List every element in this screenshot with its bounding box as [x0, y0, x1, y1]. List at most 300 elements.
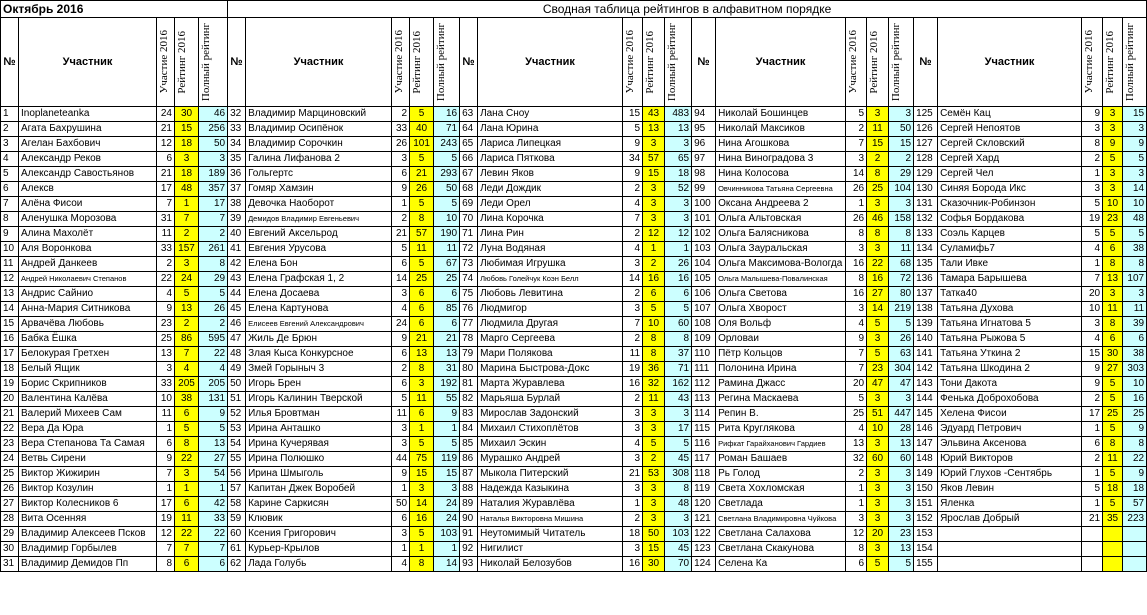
participant-name: Сергей Непоятов [938, 122, 1082, 137]
rating-2016: 30 [643, 557, 665, 572]
entry-number: 65 [460, 137, 478, 152]
rating-2016 [1103, 527, 1123, 542]
participation-count: 16 [846, 287, 867, 302]
full-rating: 22 [199, 527, 228, 542]
full-rating: 192 [434, 377, 460, 392]
rating-2016: 3 [643, 137, 665, 152]
entry-number: 6 [1, 182, 19, 197]
participation-count: 9 [1082, 107, 1103, 122]
participation-count [1082, 557, 1103, 572]
participation-count: 8 [846, 272, 867, 287]
participant-name: Ярослав Добрый [938, 512, 1082, 527]
entry-number: 19 [1, 377, 19, 392]
full-rating: 17 [665, 422, 692, 437]
participant-name: Ольга Хворост [716, 302, 846, 317]
participant-name: Рь Голод [716, 467, 846, 482]
entry-number: 102 [692, 227, 716, 242]
full-rating: 25 [434, 272, 460, 287]
full-rating: 3 [889, 392, 914, 407]
entry-number: 41 [228, 242, 246, 257]
rating-2016: 11 [867, 122, 889, 137]
participation-count: 4 [623, 197, 643, 212]
entry-number: 59 [228, 512, 246, 527]
entry-number: 87 [460, 467, 478, 482]
participation-count: 4 [392, 557, 410, 572]
full-rating: 42 [199, 497, 228, 512]
participant-name: Семён Кац [938, 107, 1082, 122]
rating-2016: 26 [410, 182, 434, 197]
header-participation-2016-label: Участие 2016 [624, 30, 637, 94]
table-row [1, 377, 1147, 392]
entry-number: 1 [1, 107, 19, 122]
table-row [1, 137, 1147, 152]
entry-number: 5 [1, 167, 19, 182]
rating-2016: 9 [1103, 137, 1123, 152]
full-rating: 14 [434, 557, 460, 572]
entry-number: 53 [228, 422, 246, 437]
participation-count: 4 [846, 317, 867, 332]
rating-2016: 1 [175, 197, 199, 212]
participation-count: 5 [392, 242, 410, 257]
participation-count: 13 [157, 347, 175, 362]
full-rating: 119 [434, 452, 460, 467]
participant-name: Лина Корочка [478, 212, 623, 227]
full-rating: 46 [199, 107, 228, 122]
entry-number: 44 [228, 287, 246, 302]
table-row [1, 557, 1147, 572]
participant-name: Александр Реков [19, 152, 157, 167]
entry-number: 2 [1, 122, 19, 137]
header-participation-2016 [157, 18, 175, 107]
participation-count: 26 [846, 212, 867, 227]
full-rating: 3 [1123, 167, 1147, 182]
rating-2016: 3 [643, 182, 665, 197]
full-rating: 1 [199, 482, 228, 497]
table-row [1, 152, 1147, 167]
full-rating: 6 [434, 287, 460, 302]
header-full-rating-label: Полный рейтинг [200, 22, 212, 102]
full-rating: 57 [1123, 497, 1147, 512]
participant-name: Левин Яков [478, 167, 623, 182]
header-rating-2016-label: Рейтинг 2016 [411, 30, 424, 94]
participation-count: 14 [392, 272, 410, 287]
entry-number: 123 [692, 542, 716, 557]
entry-number: 132 [914, 212, 938, 227]
entry-number: 117 [692, 452, 716, 467]
entry-number: 84 [460, 422, 478, 437]
full-rating: 5 [665, 302, 692, 317]
entry-number: 56 [228, 467, 246, 482]
rating-2016: 3 [867, 542, 889, 557]
full-rating: 6 [1123, 332, 1147, 347]
participation-count: 33 [392, 122, 410, 137]
rating-2016: 30 [1103, 347, 1123, 362]
full-rating: 10 [1123, 197, 1147, 212]
participation-count: 7 [623, 212, 643, 227]
full-rating: 43 [665, 392, 692, 407]
full-rating: 22 [199, 347, 228, 362]
rating-2016: 8 [643, 347, 665, 362]
rating-2016: 15 [175, 122, 199, 137]
full-rating: 14 [1123, 182, 1147, 197]
full-rating [1123, 557, 1147, 572]
entry-number: 23 [1, 437, 19, 452]
entry-number: 29 [1, 527, 19, 542]
participation-count: 3 [623, 302, 643, 317]
participation-count: 3 [157, 362, 175, 377]
participant-name: Тони Дакота [938, 377, 1082, 392]
full-rating: 24 [434, 497, 460, 512]
participant-name: Ольга Альтовская [716, 212, 846, 227]
participant-name: Софья Бордакова [938, 212, 1082, 227]
rating-2016: 8 [867, 167, 889, 182]
full-rating: 5 [434, 197, 460, 212]
rating-2016: 3 [867, 107, 889, 122]
rating-2016: 7 [175, 347, 199, 362]
entry-number: 118 [692, 467, 716, 482]
participant-name: Тамара Барышева [938, 272, 1082, 287]
participation-count: 6 [1082, 437, 1103, 452]
header-number: № [1, 18, 19, 107]
full-rating: 13 [889, 437, 914, 452]
rating-2016: 16 [643, 272, 665, 287]
entry-number: 146 [914, 422, 938, 437]
rating-2016 [1103, 542, 1123, 557]
table-row [1, 332, 1147, 347]
participant-name: Репин В. [716, 407, 846, 422]
participant-name: Вера Да Юра [19, 422, 157, 437]
participant-name: Марьяша Бурлай [478, 392, 623, 407]
participant-name: Суламифь7 [938, 242, 1082, 257]
full-rating: 71 [434, 122, 460, 137]
entry-number: 125 [914, 107, 938, 122]
entry-number: 80 [460, 362, 478, 377]
rating-2016: 38 [175, 392, 199, 407]
entry-number: 99 [692, 182, 716, 197]
participation-count: 21 [157, 122, 175, 137]
participant-name: Михаил Стихоплётов [478, 422, 623, 437]
entry-number: 64 [460, 122, 478, 137]
rating-2016: 14 [867, 302, 889, 317]
full-rating: 17 [199, 197, 228, 212]
rating-2016: 5 [410, 437, 434, 452]
full-rating: 9 [1123, 467, 1147, 482]
rating-2016: 15 [643, 167, 665, 182]
rating-2016: 3 [643, 497, 665, 512]
participation-count: 16 [846, 257, 867, 272]
participant-name: Михаил Эскин [478, 437, 623, 452]
entry-number: 135 [914, 257, 938, 272]
full-rating: 190 [434, 227, 460, 242]
participant-name: Алексв [19, 182, 157, 197]
page-title: Октябрь 2016 [1, 1, 228, 18]
entry-number: 58 [228, 497, 246, 512]
full-rating: 85 [434, 302, 460, 317]
participant-name: Луна Водяная [478, 242, 623, 257]
rating-2016: 5 [410, 257, 434, 272]
participant-name: Виктор Козулин [19, 482, 157, 497]
full-rating: 8 [1123, 437, 1147, 452]
entry-number: 122 [692, 527, 716, 542]
participation-count: 4 [846, 422, 867, 437]
rating-2016: 12 [643, 227, 665, 242]
rating-2016: 3 [643, 197, 665, 212]
entry-number: 119 [692, 482, 716, 497]
participant-name: Елена Графская 1, 2 [246, 272, 392, 287]
rating-2016: 5 [643, 302, 665, 317]
entry-number: 9 [1, 227, 19, 242]
participant-name: Арвачёва Любовь [19, 317, 157, 332]
entry-number: 81 [460, 377, 478, 392]
entry-number: 43 [228, 272, 246, 287]
participant-name: Рита Круглякова [716, 422, 846, 437]
full-rating: 50 [434, 182, 460, 197]
entry-number: 151 [914, 497, 938, 512]
entry-number: 93 [460, 557, 478, 572]
participant-name: Светлана Салахова [716, 527, 846, 542]
rating-2016: 3 [867, 512, 889, 527]
participant-name: Ирина Анташко [246, 422, 392, 437]
rating-2016: 3 [867, 437, 889, 452]
participant-name: Оксана Андреева 2 [716, 197, 846, 212]
entry-number: 28 [1, 512, 19, 527]
full-rating [1123, 542, 1147, 557]
participant-name: Белый Ящик [19, 362, 157, 377]
full-rating: 131 [199, 392, 228, 407]
full-rating: 72 [889, 272, 914, 287]
rating-2016: 2 [867, 152, 889, 167]
rating-2016: 6 [410, 407, 434, 422]
full-rating: 6 [199, 557, 228, 572]
entry-number: 45 [228, 302, 246, 317]
entry-number: 90 [460, 512, 478, 527]
full-rating: 13 [665, 122, 692, 137]
rating-2016: 8 [410, 362, 434, 377]
full-rating: 55 [434, 392, 460, 407]
participant-name: Неутомимый Читатель [478, 527, 623, 542]
rating-2016: 3 [867, 482, 889, 497]
full-rating: 47 [889, 377, 914, 392]
table-row [1, 467, 1147, 482]
entry-number: 78 [460, 332, 478, 347]
rating-2016: 5 [867, 347, 889, 362]
participation-count: 24 [157, 107, 175, 122]
participation-count: 26 [392, 137, 410, 152]
entry-number: 50 [228, 377, 246, 392]
participation-count [1082, 527, 1103, 542]
entry-number: 109 [692, 332, 716, 347]
rating-2016: 3 [1103, 122, 1123, 137]
participant-name: Рамина Джасс [716, 377, 846, 392]
entry-number: 32 [228, 107, 246, 122]
full-rating: 5 [434, 437, 460, 452]
participant-name: Яков Левин [938, 482, 1082, 497]
full-rating: 18 [665, 167, 692, 182]
participation-count: 3 [623, 452, 643, 467]
rating-2016: 14 [410, 497, 434, 512]
rating-2016: 3 [867, 197, 889, 212]
participant-name: Эдуард Петрович [938, 422, 1082, 437]
header-rating-2016 [410, 18, 434, 107]
participation-count: 23 [157, 317, 175, 332]
header-participant: Участник [19, 18, 157, 107]
full-rating: 103 [665, 527, 692, 542]
entry-number: 150 [914, 482, 938, 497]
header-rating-2016 [1103, 18, 1123, 107]
entry-number: 129 [914, 167, 938, 182]
entry-number: 15 [1, 317, 19, 332]
entry-number: 137 [914, 287, 938, 302]
entry-number: 140 [914, 332, 938, 347]
entry-number: 113 [692, 392, 716, 407]
header-full-rating-label: Полный рейтинг [435, 22, 448, 102]
full-rating: 16 [434, 107, 460, 122]
participation-count: 3 [846, 302, 867, 317]
rating-2016: 5 [175, 422, 199, 437]
full-rating: 28 [889, 422, 914, 437]
participant-name: Овчинникова Татьяна Сергеевна [716, 182, 846, 197]
rating-2016 [1103, 557, 1123, 572]
entry-number: 131 [914, 197, 938, 212]
participation-count: 12 [157, 527, 175, 542]
full-rating: 71 [665, 362, 692, 377]
full-rating: 447 [889, 407, 914, 422]
participant-name: Наталья Викторовна Мишина [478, 512, 623, 527]
header-full-rating [665, 18, 692, 107]
rating-2016: 10 [867, 422, 889, 437]
entry-number: 116 [692, 437, 716, 452]
participation-count: 12 [846, 527, 867, 542]
rating-2016: 20 [867, 527, 889, 542]
participation-count: 3 [1082, 317, 1103, 332]
participant-name: Николай Бошинцев [716, 107, 846, 122]
table-row [1, 287, 1147, 302]
participant-name: Лада Голубь [246, 557, 392, 572]
table-row [1, 122, 1147, 137]
entry-number: 148 [914, 452, 938, 467]
participant-name: Александр Савостьянов [19, 167, 157, 182]
rating-2016: 10 [1103, 197, 1123, 212]
header-participant: Участник [938, 18, 1082, 107]
entry-number: 106 [692, 287, 716, 302]
participant-name: Inoplaneteanka [19, 107, 157, 122]
participation-count: 9 [1082, 377, 1103, 392]
participant-name: Демидов Владимир Евгеньевич [246, 212, 392, 227]
entry-number: 38 [228, 197, 246, 212]
entry-number: 155 [914, 557, 938, 572]
full-rating: 4 [199, 362, 228, 377]
full-rating: 29 [889, 167, 914, 182]
header-number: № [692, 18, 716, 107]
full-rating: 3 [889, 482, 914, 497]
entry-number: 74 [460, 272, 478, 287]
participation-count: 5 [846, 392, 867, 407]
entry-number: 17 [1, 347, 19, 362]
participant-name: Николай Максиков [716, 122, 846, 137]
rating-2016: 35 [1103, 512, 1123, 527]
rating-2016: 6 [1103, 242, 1123, 257]
entry-number: 35 [228, 152, 246, 167]
entry-number: 145 [914, 407, 938, 422]
participant-name: Наталия Журавлёва [478, 497, 623, 512]
table-row [1, 527, 1147, 542]
participation-count: 11 [157, 407, 175, 422]
participation-count: 2 [623, 227, 643, 242]
full-rating: 3 [889, 197, 914, 212]
participation-count: 2 [623, 332, 643, 347]
full-rating: 38 [1123, 347, 1147, 362]
table-subtitle: Сводная таблица рейтингов в алфавитном порядке [228, 1, 1147, 18]
entry-number: 60 [228, 527, 246, 542]
full-rating: 103 [434, 527, 460, 542]
participant-name: Сергей Скловский [938, 137, 1082, 152]
full-rating: 15 [889, 137, 914, 152]
full-rating: 243 [434, 137, 460, 152]
participant-name: Роман Башаев [716, 452, 846, 467]
full-rating: 205 [199, 377, 228, 392]
participation-count: 3 [392, 437, 410, 452]
participation-count: 15 [623, 107, 643, 122]
participation-count: 1 [846, 197, 867, 212]
rating-2016: 6 [410, 317, 434, 332]
participation-count: 9 [392, 182, 410, 197]
table-row [1, 452, 1147, 467]
full-rating: 38 [1123, 242, 1147, 257]
full-rating: 3 [434, 482, 460, 497]
full-rating: 3 [889, 497, 914, 512]
header-rating-2016-label: Рейтинг 2016 [868, 30, 881, 94]
participation-count: 17 [1082, 407, 1103, 422]
rating-2016: 6 [175, 497, 199, 512]
participation-count: 5 [1082, 197, 1103, 212]
participant-name: Ольга Светова [716, 287, 846, 302]
participant-name: Синяя Борода Икс [938, 182, 1082, 197]
entry-number: 76 [460, 302, 478, 317]
full-rating: 9 [199, 407, 228, 422]
participation-count: 10 [1082, 302, 1103, 317]
rating-2016: 3 [1103, 182, 1123, 197]
participant-name: Татьяна Игнатова 5 [938, 317, 1082, 332]
table-row [1, 317, 1147, 332]
entry-number: 25 [1, 467, 19, 482]
header-full-rating [434, 18, 460, 107]
entry-number: 48 [228, 347, 246, 362]
rating-2016: 5 [1103, 227, 1123, 242]
participation-count: 2 [157, 257, 175, 272]
entry-number: 105 [692, 272, 716, 287]
entry-number: 55 [228, 452, 246, 467]
rating-2016: 8 [867, 227, 889, 242]
entry-number: 18 [1, 362, 19, 377]
participation-count: 1 [846, 497, 867, 512]
entry-number: 103 [692, 242, 716, 257]
participant-name: Сергей Хард [938, 152, 1082, 167]
participant-name: Курьер-Крылов [246, 542, 392, 557]
full-rating: 37 [665, 347, 692, 362]
rating-2016: 11 [410, 242, 434, 257]
full-rating: 104 [889, 182, 914, 197]
full-rating: 23 [889, 527, 914, 542]
rating-2016: 157 [175, 242, 199, 257]
full-rating: 11 [889, 242, 914, 257]
entry-number: 100 [692, 197, 716, 212]
rating-2016: 3 [1103, 107, 1123, 122]
header-number: № [914, 18, 938, 107]
table-row [1, 407, 1147, 422]
rating-2016: 5 [410, 197, 434, 212]
participation-count: 21 [392, 227, 410, 242]
participant-name: Татьяна Уткина 2 [938, 347, 1082, 362]
